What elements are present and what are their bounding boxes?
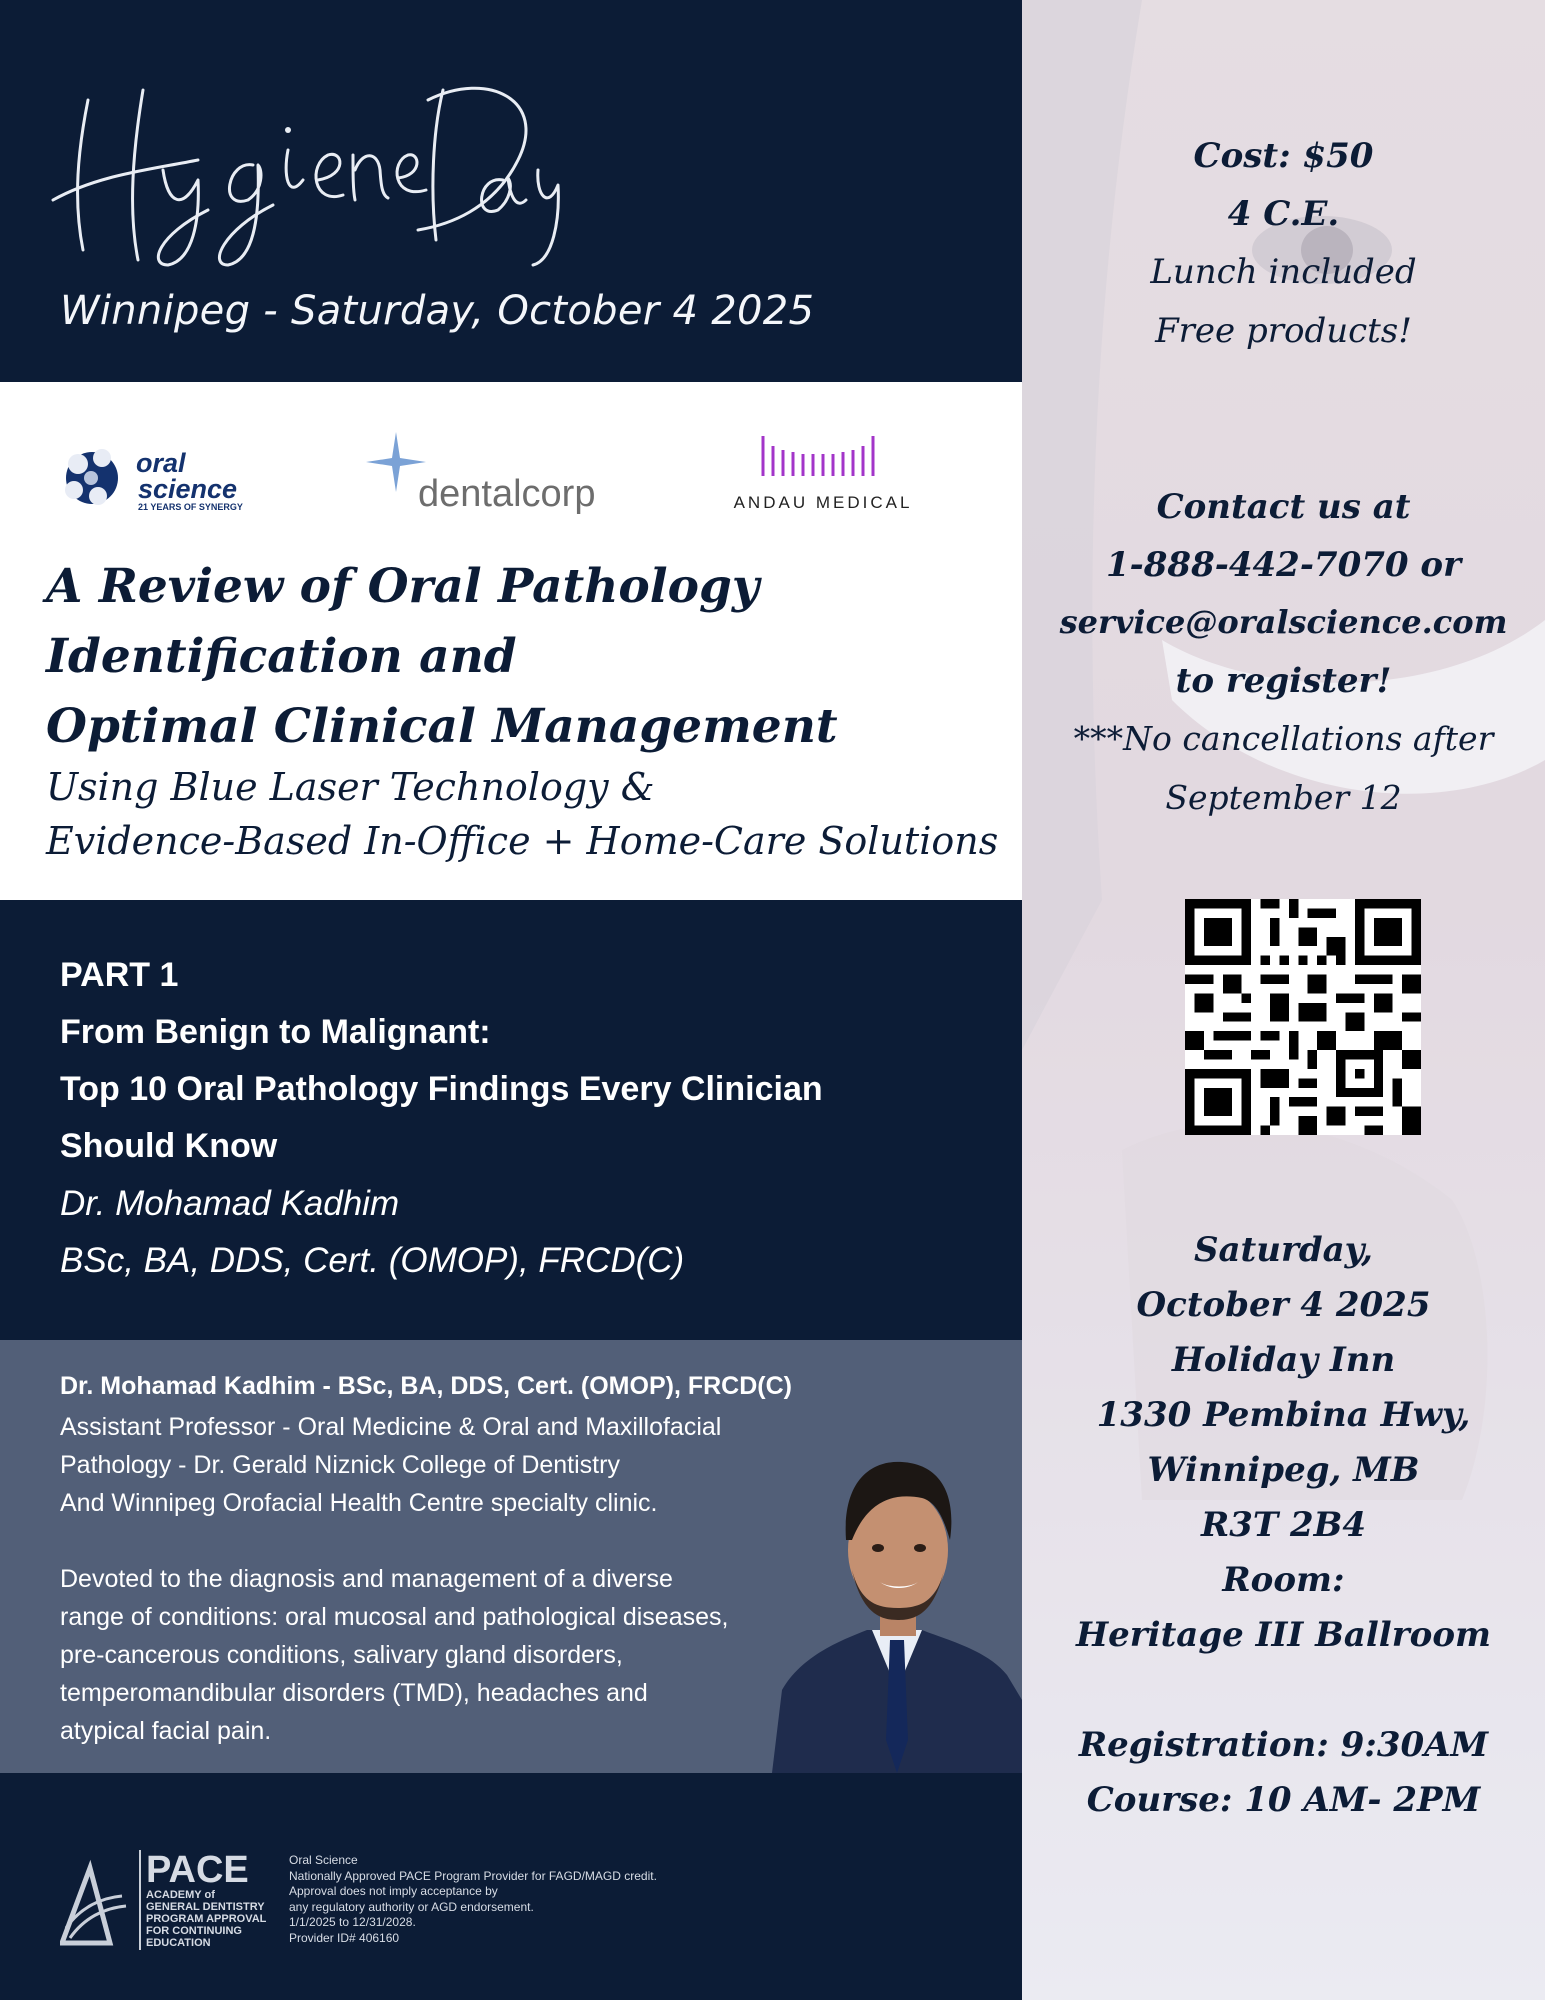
cancellation-date: September 12 [1165,778,1402,817]
svg-text:EDUCATION: EDUCATION [146,1937,211,1949]
hero-subtitle: Winnipeg - Saturday, October 4 2025 [60,288,815,334]
svg-text:Hygiene Day: Hygiene Day [48,60,54,61]
main-subtitle-line: Evidence-Based In-Office + Home-Care Solutions [46,819,999,863]
andau-medical-logo [718,432,928,518]
part-label: PART 1 [60,956,179,994]
venue-city: Winnipeg, MB [1147,1450,1420,1490]
main-title-line: Identification and [46,629,517,684]
registration-qr-code[interactable] [1185,899,1421,1135]
contact-email[interactable]: service@oralscience.com [1059,603,1508,641]
main-subtitle-line: Using Blue Laser Technology & [46,765,655,809]
bio-line: Devoted to the diagnosis and management of a diverse [60,1565,673,1593]
bio-heading: Dr. Mohamad Kadhim - BSc, BA, DDS, Cert. (OMOP), FRCD(C) [60,1372,792,1400]
venue-postal-code: R3T 2B4 [1200,1505,1367,1545]
part-title-line: Should Know [60,1127,278,1165]
lunch-note: Lunch included [1150,252,1417,292]
pace-disclaimer [289,1853,657,1946]
speaker-photo [772,1440,1022,1773]
registration-time: Registration: 9:30AM [1078,1725,1489,1765]
pace-line: Approval does not imply acceptance by [289,1884,498,1898]
venue-name: Holiday Inn [1171,1340,1396,1380]
pace-line: any regulatory authority or AGD endorsement. [289,1899,534,1914]
ce-credits: 4 C.E. [1227,194,1340,234]
event-date: October 4 2025 [1136,1285,1431,1325]
speaker-credentials: BSc, BA, DDS, Cert. (OMOP), FRCD(C) [60,1241,685,1280]
bio-paragraph-2 [60,1560,830,1750]
dentalcorp-logo [364,430,620,522]
event-day: Saturday, [1193,1230,1374,1270]
main-subtitle [46,760,998,868]
register-text: to register! [1175,661,1392,701]
bio-line: pre-cancerous conditions, salivary gland disorders, [60,1641,623,1669]
svg-text:ACADEMY of: ACADEMY of [146,1889,215,1901]
main-title-line: A Review of Oral Pathology [46,559,760,614]
oral-science-logo [58,440,278,516]
bio-line: And Winnipeg Orofacial Health Centre specialty clinic. [60,1489,658,1517]
hero-banner [0,0,1022,382]
svg-text:dentalcorp: dentalcorp [418,473,596,515]
speaker-name: Dr. Mohamad Kadhim [60,1184,400,1223]
svg-text:GENERAL DENTISTRY: GENERAL DENTISTRY [146,1901,265,1913]
svg-text:PACE: PACE [146,1849,249,1891]
bio-line: range of conditions: oral mucosal and pathological diseases, [60,1603,729,1631]
pace-logo [60,1848,276,1952]
main-title [46,552,838,762]
main-title-line: Optimal Clinical Management [46,699,838,754]
pace-line: Provider ID# 406160 [289,1930,400,1945]
room-name: Heritage III Ballroom [1076,1615,1491,1655]
venue-address: 1330 Pembina Hwy, [1096,1395,1471,1435]
course-time: Course: 10 AM- 2PM [1086,1780,1481,1820]
svg-text:science: science [138,474,238,504]
cost: Cost: $50 [1193,136,1374,176]
pace-line: 1/1/2025 to 12/31/2028. [289,1915,416,1929]
contact-heading: Contact us at [1156,487,1411,527]
hygiene-day-script-title [48,60,568,270]
part-title-line: From Benign to Malignant: [60,1013,491,1051]
pace-line: Nationally Approved PACE Program Provider for FAGD/MAGD credit. [289,1868,657,1883]
contact-phone[interactable]: 1-888-442-7070 or [1106,545,1461,585]
free-products: Free products! [1155,311,1412,351]
part-1-section [0,900,1022,1340]
part-title-line: Top 10 Oral Pathology Findings Every Clinician [60,1070,823,1108]
svg-text:FOR CONTINUING: FOR CONTINUING [146,1925,242,1937]
bio-line: temperomandibular disorders (TMD), headaches and [60,1679,648,1707]
bio-line: Assistant Professor - Oral Medicine & Oral and Maxillofacial [60,1413,722,1441]
svg-text:ANDAU MEDICAL: ANDAU MEDICAL [733,493,913,512]
info-sidebar [1022,0,1545,2000]
svg-text:21 YEARS OF SYNERGY: 21 YEARS OF SYNERGY [138,502,243,512]
svg-text:oral: oral [136,448,186,478]
bio-paragraph-1 [60,1408,820,1522]
cancellation-note: ***No cancellations after [1073,719,1494,758]
bio-line: Pathology - Dr. Gerald Niznick College of Dentistry [60,1451,620,1479]
pace-line: Oral Science [289,1853,358,1867]
bio-line: atypical facial pain. [60,1717,272,1745]
room-label: Room: [1222,1560,1345,1600]
svg-text:PROGRAM APPROVAL: PROGRAM APPROVAL [146,1913,267,1925]
